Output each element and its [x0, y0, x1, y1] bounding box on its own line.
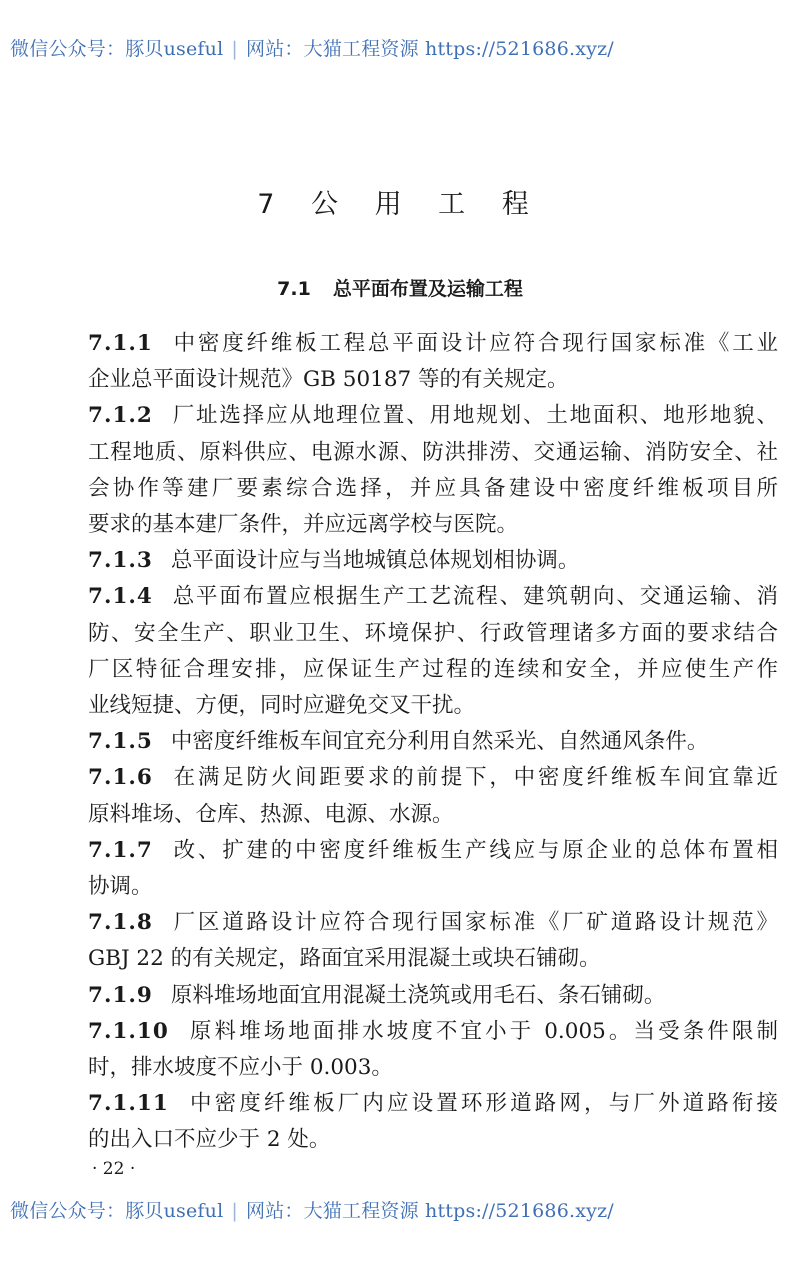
clause-line: [88, 616, 778, 652]
clause-line: [88, 1014, 778, 1050]
clause-line: [88, 362, 778, 398]
clause-text: 原料堆场地面排水坡度不宜小于 0.005。当受条件限制: [186, 1018, 778, 1044]
clause-text: 厂区特征合理安排，应保证生产过程的连续和安全，并应使生产作: [88, 656, 778, 682]
clause-line: [88, 1050, 778, 1086]
watermark-wechat: 微信公众号：豚贝useful: [10, 1200, 224, 1222]
clause-number: 7.1.2: [88, 403, 153, 429]
clause-line: [88, 760, 778, 796]
clause-number: 7.1.7: [88, 837, 153, 863]
clause-line: [88, 797, 778, 833]
clause-number: 7.1.4: [88, 584, 153, 610]
section-heading: [0, 274, 800, 301]
clause-number: 7.1.9: [88, 982, 153, 1008]
clause-list: [88, 326, 778, 1159]
chapter-title: 7 公 用 工 程: [257, 189, 543, 220]
clause-text: 原料堆场、仓库、热源、电源、水源。: [88, 801, 454, 827]
clause-text: 原料堆场地面宜用混凝土浇筑或用毛石、条石铺砌。: [170, 982, 666, 1008]
clause-number: 7.1.3: [88, 548, 153, 574]
clause-text: 中密度纤维板车间宜充分利用自然采光、自然通风条件。: [170, 729, 709, 755]
page-number: · 22 ·: [92, 1159, 136, 1179]
clause: [88, 579, 778, 724]
clause-line: [88, 543, 778, 579]
watermark-top: [10, 34, 614, 61]
clause-text: 在满足防火间距要求的前提下，中密度纤维板车间宜靠近: [170, 765, 778, 791]
clause-number: 7.1.10: [88, 1018, 169, 1044]
clause-text: 总平面设计应与当地城镇总体规划相协调。: [170, 548, 580, 574]
clause: [88, 833, 778, 905]
clause-line: [88, 398, 778, 434]
watermark-website: 网站：大猫工程资源 https://521686.xyz/: [246, 1200, 614, 1222]
clause: [88, 724, 778, 760]
clause-number: 7.1.11: [88, 1091, 169, 1117]
clause-line: [88, 1086, 778, 1122]
clause-text: 厂区道路设计应符合现行国家标准《厂矿道路设计规范》: [170, 910, 778, 936]
section-title: 总平面布置及运输工程: [332, 278, 523, 300]
section-number: 7.1: [277, 278, 311, 300]
clause-text: 要求的基本建厂条件，并应远离学校与医院。: [88, 512, 519, 538]
clause-text: 工程地质、原料供应、电源水源、防洪排涝、交通运输、消防安全、社: [88, 439, 778, 465]
clause-line: [88, 941, 778, 977]
clause-line: [88, 507, 778, 543]
clause: [88, 760, 778, 832]
clause-line: [88, 869, 778, 905]
clause-line: [88, 978, 778, 1014]
clause-text: 总平面布置应根据生产工艺流程、建筑朝向、交通运输、消: [170, 584, 778, 610]
clause: [88, 905, 778, 977]
clause-number: 7.1.1: [88, 331, 153, 356]
clause-text: 防、安全生产、职业卫生、环境保护、行政管理诸多方面的要求结合: [88, 620, 778, 646]
clause-line: [88, 652, 778, 688]
clause-text: 时，排水坡度不应小于 0.003。: [88, 1055, 393, 1081]
clause: [88, 543, 778, 579]
clause-text: 会协作等建厂要素综合选择，并应具备建设中密度纤维板项目所: [88, 475, 778, 501]
watermark-separator: |: [231, 1200, 238, 1222]
clause-text: 企业总平面设计规范》GB 50187 等的有关规定。: [88, 367, 569, 393]
clause-number: 7.1.6: [88, 765, 153, 791]
clause-line: [88, 833, 778, 869]
clause-line: [88, 905, 778, 941]
clause-line: [88, 435, 778, 471]
clause-text: 中密度纤维板厂内应设置环形道路网，与厂外道路衔接: [186, 1091, 778, 1117]
clause: [88, 1014, 778, 1086]
clause-line: [88, 724, 778, 760]
watermark-separator: |: [231, 38, 238, 60]
clause: [88, 1086, 778, 1158]
clause-line: [88, 326, 778, 362]
clause-text: 改、扩建的中密度纤维板生产线应与原企业的总体布置相: [170, 837, 778, 863]
clause-text: GBJ 22 的有关规定，路面宜采用混凝土或块石铺砌。: [88, 946, 601, 972]
clause-text: 业线短捷、方便，同时应避免交叉干扰。: [88, 693, 476, 719]
watermark-website: 网站：大猫工程资源 https://521686.xyz/: [246, 38, 614, 60]
clause-line: [88, 579, 778, 615]
clause-line: [88, 471, 778, 507]
clause-line: [88, 1122, 778, 1158]
watermark-wechat: 微信公众号：豚贝useful: [10, 38, 224, 60]
watermark-bottom: [10, 1196, 614, 1223]
clause-text: 的出入口不应少于 2 处。: [88, 1127, 331, 1153]
clause: [88, 398, 778, 543]
clause-number: 7.1.8: [88, 910, 153, 936]
clause: [88, 326, 778, 398]
clause-line: [88, 688, 778, 724]
clause-text: 协调。: [88, 874, 153, 900]
clause-text: 厂址选择应从地理位置、用地规划、土地面积、地形地貌、: [170, 403, 778, 429]
clause-number: 7.1.5: [88, 729, 153, 755]
clause-text: 中密度纤维板工程总平面设计应符合现行国家标准《工业: [170, 331, 778, 356]
clause: [88, 978, 778, 1014]
